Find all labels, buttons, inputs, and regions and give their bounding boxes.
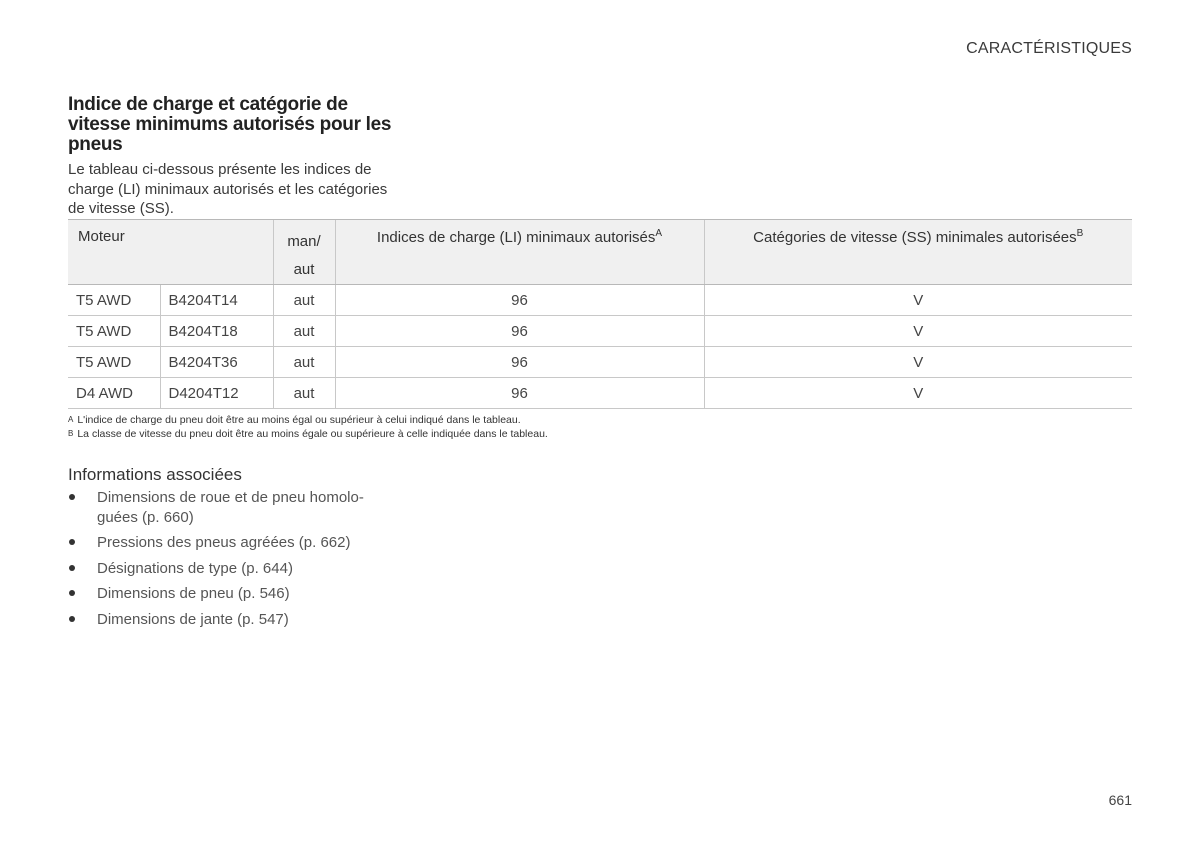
related-link-text[interactable]: Désignations de type (p. 644) [97,559,293,577]
related-link-item[interactable] [68,559,388,579]
header-aut-label: aut [293,261,315,278]
cell-load-index: 96 [335,285,704,316]
cell-speed-symbol: V [704,285,1132,316]
cell-speed-symbol: V [704,378,1132,409]
bullet-icon [69,565,75,571]
related-link-text[interactable]: Dimensions de jante (p. 547) [97,610,289,628]
cell-engine: B4204T14 [160,285,273,316]
related-link-text[interactable]: Dimensions de roue et de pneu homolo-guées (p. 660) [97,489,364,526]
related-link-item[interactable] [68,584,388,604]
related-link-item[interactable] [68,610,388,630]
related-link-item[interactable] [68,533,388,553]
cell-transmission: aut [273,285,335,316]
related-link-text[interactable]: Dimensions de pneu (p. 546) [97,585,290,602]
header-li-label: Indices de charge (LI) minimaux autorisés [376,229,656,246]
header-ss-label: Catégories de vitesse (SS) minimales autorisées [753,229,1077,246]
cell-model: T5 AWD [68,285,160,316]
bullet-icon [69,539,75,545]
tire-spec-table [68,219,1132,409]
intro-paragraph: Le tableau ci-dessous présente les indices de charge (LI) minimaux autorisés et les catégories de vitesse (SS). [68,161,388,217]
cell-transmission: aut [273,378,335,409]
cell-model: T5 AWD [68,347,160,378]
cell-speed-symbol: V [704,316,1132,347]
footnote-ref-b: B [1076,228,1084,239]
footnote-ref-a: A [655,228,663,239]
related-link-text[interactable]: Pressions des pneus agréées (p. 662) [97,534,351,551]
cell-model: T5 AWD [68,316,160,347]
footnote-a [68,413,548,427]
bullet-icon [69,590,75,596]
table-row [68,378,1132,409]
table-row [68,347,1132,378]
cell-load-index: 96 [335,316,704,347]
table-header-row [68,220,1132,285]
section-header: CARACTÉRISTIQUES [966,40,1132,57]
header-motor [68,220,273,285]
table-row [68,285,1132,316]
header-load-index [335,220,704,285]
footnote-mark: A [68,415,74,424]
cell-load-index: 96 [335,378,704,409]
footnote-mark: B [68,429,74,438]
cell-transmission: aut [273,316,335,347]
cell-engine: B4204T18 [160,316,273,347]
related-links-list [68,488,388,635]
header-man-label: man/ [287,233,321,250]
page-number: 661 [1108,792,1132,808]
cell-speed-symbol: V [704,347,1132,378]
cell-transmission: aut [273,347,335,378]
related-link-item[interactable] [68,488,388,527]
footnote-b [68,427,548,441]
cell-model: D4 AWD [68,378,160,409]
table-row [68,316,1132,347]
related-info-title: Informations associées [68,465,242,484]
footnote-text: La classe de vitesse du pneu doit être au moins égale ou supérieure à celle indiquée dans le tableau. [77,428,548,440]
bullet-icon [69,616,75,622]
bullet-icon [69,494,75,500]
header-man-aut [273,220,335,285]
cell-engine: B4204T36 [160,347,273,378]
cell-engine: D4204T12 [160,378,273,409]
cell-load-index: 96 [335,347,704,378]
footnote-text: L'indice de charge du pneu doit être au moins égal ou supérieur à celui indiqué dans le tableau. [77,414,521,426]
footnotes [68,413,548,441]
header-speed-symbol [704,220,1132,285]
header-motor-label: Moteur [78,228,125,245]
section-title: Indice de charge et catégorie de vitesse minimums autorisés pour les pneus [68,94,392,155]
